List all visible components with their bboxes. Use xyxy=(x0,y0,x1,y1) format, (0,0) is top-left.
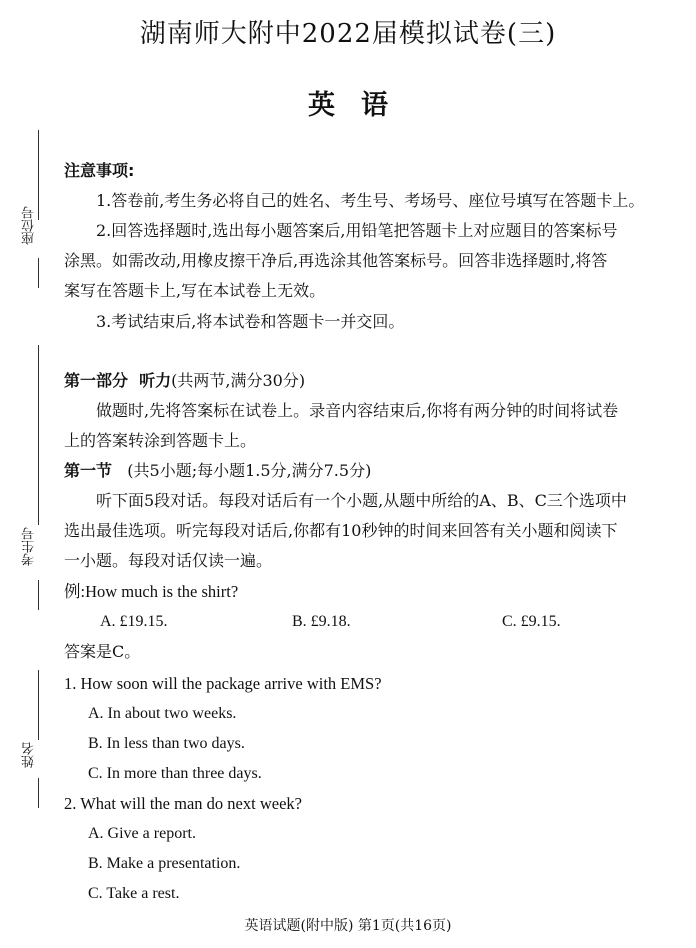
margin-line-name xyxy=(38,778,39,808)
question-1: 1. How soon will the package arrive with EMS? xyxy=(64,674,382,693)
margin-line-mid xyxy=(38,345,39,525)
section1-heading-bold: 第一节 xyxy=(64,461,113,480)
question-1-option-c: C. In more than three days. xyxy=(88,765,262,782)
example-question: 例:How much is the shirt? xyxy=(64,582,239,601)
question-2-option-a: A. Give a report. xyxy=(88,825,196,842)
part1-desc: 上的答案转涂到答题卡上。 xyxy=(64,431,257,450)
example-option-a: A. £19.15. xyxy=(100,613,168,630)
margin-line-bottom xyxy=(38,670,39,740)
page-footer: 英语试题(附中版) 第1页(共16页) xyxy=(244,918,452,934)
question-1-option-a: A. In about two weeks. xyxy=(88,705,237,722)
question-1-option-b: B. In less than two days. xyxy=(88,735,245,752)
question-2-option-b: B. Make a presentation. xyxy=(88,855,241,872)
margin-line-seat xyxy=(38,258,39,288)
example-option-b: B. £9.18. xyxy=(292,613,351,630)
page-title: 湖南师大附中2022届模拟试卷(三) xyxy=(139,19,557,49)
section1-heading-rest: (共5小题;每小题1.5分,满分7.5分) xyxy=(127,461,372,480)
section1-desc: 听下面5段对话。每段对话后有一个小题,从题中所给的A、B、C三个选项中 xyxy=(96,491,627,510)
section1-desc: 选出最佳选项。听完每段对话后,你都有10秒钟的时间来回答有关小题和阅读下 xyxy=(64,521,618,540)
notice-item: 1.答卷前,考生务必将自己的姓名、考生号、考场号、座位号填写在答题卡上。 xyxy=(96,191,645,210)
part1-heading-bold: 第一部分 听力 xyxy=(64,371,172,390)
notice-item: 3.考试结束后,将本试卷和答题卡一并交回。 xyxy=(96,312,405,331)
question-2-option-c: C. Take a rest. xyxy=(88,885,180,902)
margin-label-name: 姓名 xyxy=(22,742,37,768)
notice-item: 涂黑。如需改动,用橡皮擦干净后,再选涂其他答案标号。回答非选择题时,将答 xyxy=(64,251,608,270)
margin-label-examinee: 考生号 xyxy=(22,527,37,566)
part1-heading xyxy=(64,366,684,396)
part1-desc: 做题时,先将答案标在试卷上。录音内容结束后,你将有两分钟的时间将试卷 xyxy=(96,401,619,420)
question-2: 2. What will the man do next week? xyxy=(64,794,302,813)
notice-item: 案写在答题卡上,写在本试卷上无效。 xyxy=(64,281,326,300)
notice-item: 2.回答选择题时,选出每小题答案后,用铅笔把答题卡上对应题目的答案标号 xyxy=(96,221,618,240)
margin-label-seat: 座位号 xyxy=(22,206,37,245)
margin-line-examinee xyxy=(38,580,39,610)
example-answer: 答案是C。 xyxy=(64,642,141,661)
section1-heading xyxy=(64,456,684,486)
example-option-c: C. £9.15. xyxy=(502,613,561,630)
part1-heading-rest: (共两节,满分30分) xyxy=(171,371,306,390)
section1-desc: 一小题。每段对话仅读一遍。 xyxy=(64,551,273,570)
notice-heading: 注意事项: xyxy=(64,161,135,180)
subject-title: 英语 xyxy=(308,90,414,121)
